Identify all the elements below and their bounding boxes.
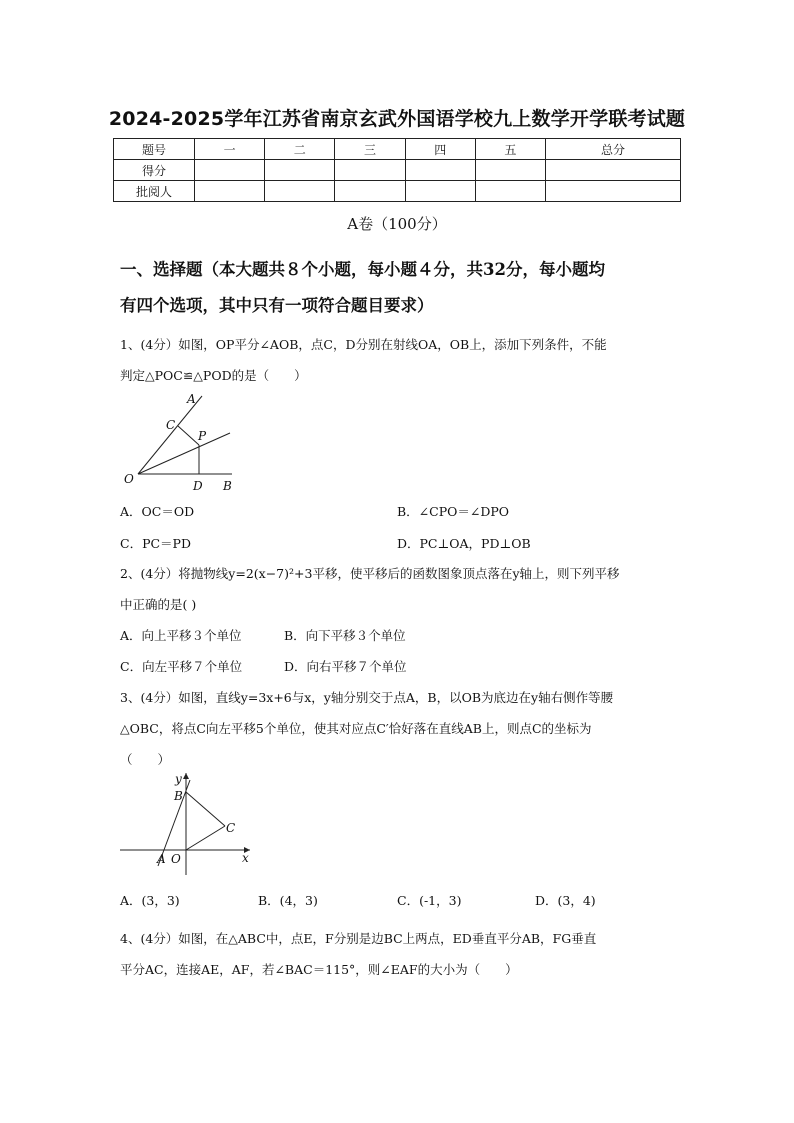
q1-option-b[interactable]: B．∠CPO＝∠DPO (397, 504, 510, 519)
score-cell[interactable] (265, 181, 335, 202)
question-2-text: 中正确的是( ) (120, 597, 197, 612)
figure-label: B (174, 789, 183, 803)
column-header: 四 (405, 139, 475, 160)
score-cell[interactable] (546, 181, 681, 202)
score-cell[interactable] (195, 160, 265, 181)
score-cell[interactable] (405, 181, 475, 202)
row-label: 得分 (114, 160, 195, 181)
figure-label: O (171, 852, 181, 866)
q1-option-c[interactable]: C．PC＝PD (120, 536, 191, 551)
column-header: 五 (475, 139, 545, 160)
figure-label: C (226, 821, 236, 835)
exam-title: 2024-2025学年江苏省南京玄武外国语学校九上数学开学联考试题 (108, 108, 686, 130)
section-heading: 有四个选项，其中只有一项符合题目要求） (120, 296, 434, 315)
q3-option-c[interactable]: C．(-1，3) (397, 893, 462, 908)
q3-option-a[interactable]: A．(3，3) (120, 893, 180, 908)
figure-label: O (124, 472, 134, 486)
q2-option-d[interactable]: D．向右平移７个单位 (284, 659, 407, 674)
score-cell[interactable] (546, 160, 681, 181)
q2-option-a[interactable]: A．向上平移３个单位 (120, 628, 242, 643)
row-label: 题号 (114, 139, 195, 160)
figure-label: A (157, 852, 166, 866)
column-header: 二 (265, 139, 335, 160)
score-cell[interactable] (475, 160, 545, 181)
table-row (114, 181, 681, 202)
section-heading: 一、选择题（本大题共８个小题，每小题４分，共32分，每小题均 (120, 260, 605, 279)
table-row (114, 139, 681, 160)
question-1-text: 1、(4分）如图，OP平分∠AOB，点C，D分别在射线OA，OB上，添加下列条件，不能 (120, 337, 607, 352)
score-cell[interactable] (335, 160, 405, 181)
question-3-text: △OBC，将点C向左平移5个单位，使其对应点C′恰好落在直线AB上，则点C的坐标为 (120, 721, 592, 736)
question-3-text: （ ） (120, 752, 171, 767)
question-1-text: 判定△POC≌△POD的是（ ） (120, 368, 307, 383)
figure-label: B (223, 479, 232, 493)
figure-label: D (193, 479, 203, 493)
q1-option-a[interactable]: A．OC＝OD (120, 504, 195, 519)
score-cell[interactable] (405, 160, 475, 181)
column-header: 一 (195, 139, 265, 160)
figure-label: P (198, 429, 207, 443)
score-cell[interactable] (475, 181, 545, 202)
table-row (114, 160, 681, 181)
q3-option-d[interactable]: D．(3，4) (535, 893, 596, 908)
q3-figure (118, 770, 256, 880)
q2-option-b[interactable]: B．向下平移３个单位 (284, 628, 406, 643)
q2-option-c[interactable]: C．向左平移７个单位 (120, 659, 243, 674)
volume-label: A卷（100分） (347, 215, 447, 233)
figure-label: y (175, 772, 182, 786)
row-label: 批阅人 (114, 181, 195, 202)
figure-label: C (166, 418, 176, 432)
score-cell[interactable] (265, 160, 335, 181)
column-header: 三 (335, 139, 405, 160)
score-table (113, 138, 681, 202)
figure-label: x (242, 851, 249, 865)
question-2-text: 2、(4分）将抛物线y=2(x−7)²+3平移，使平移后的函数图象顶点落在y轴上，则下列平移 (120, 566, 620, 581)
question-4-text: 4、(4分）如图，在△ABC中，点E，F分别是边BC上两点，ED垂直平分AB，FG垂直 (120, 931, 597, 946)
q1-figure (120, 388, 240, 494)
question-4-text: 平分AC，连接AE，AF，若∠BAC＝115°，则∠EAF的大小为（ ） (120, 962, 518, 977)
score-cell[interactable] (195, 181, 265, 202)
column-header: 总分 (546, 139, 681, 160)
q3-option-b[interactable]: B．(4，3) (258, 893, 318, 908)
question-3-text: 3、(4分）如图，直线y=3x+6与x，y轴分别交于点A，B，以OB为底边在y轴右侧作等腰 (120, 690, 614, 705)
q1-option-d[interactable]: D．PC⊥OA，PD⊥OB (397, 536, 531, 551)
figure-label: A (187, 392, 196, 406)
score-cell[interactable] (335, 181, 405, 202)
